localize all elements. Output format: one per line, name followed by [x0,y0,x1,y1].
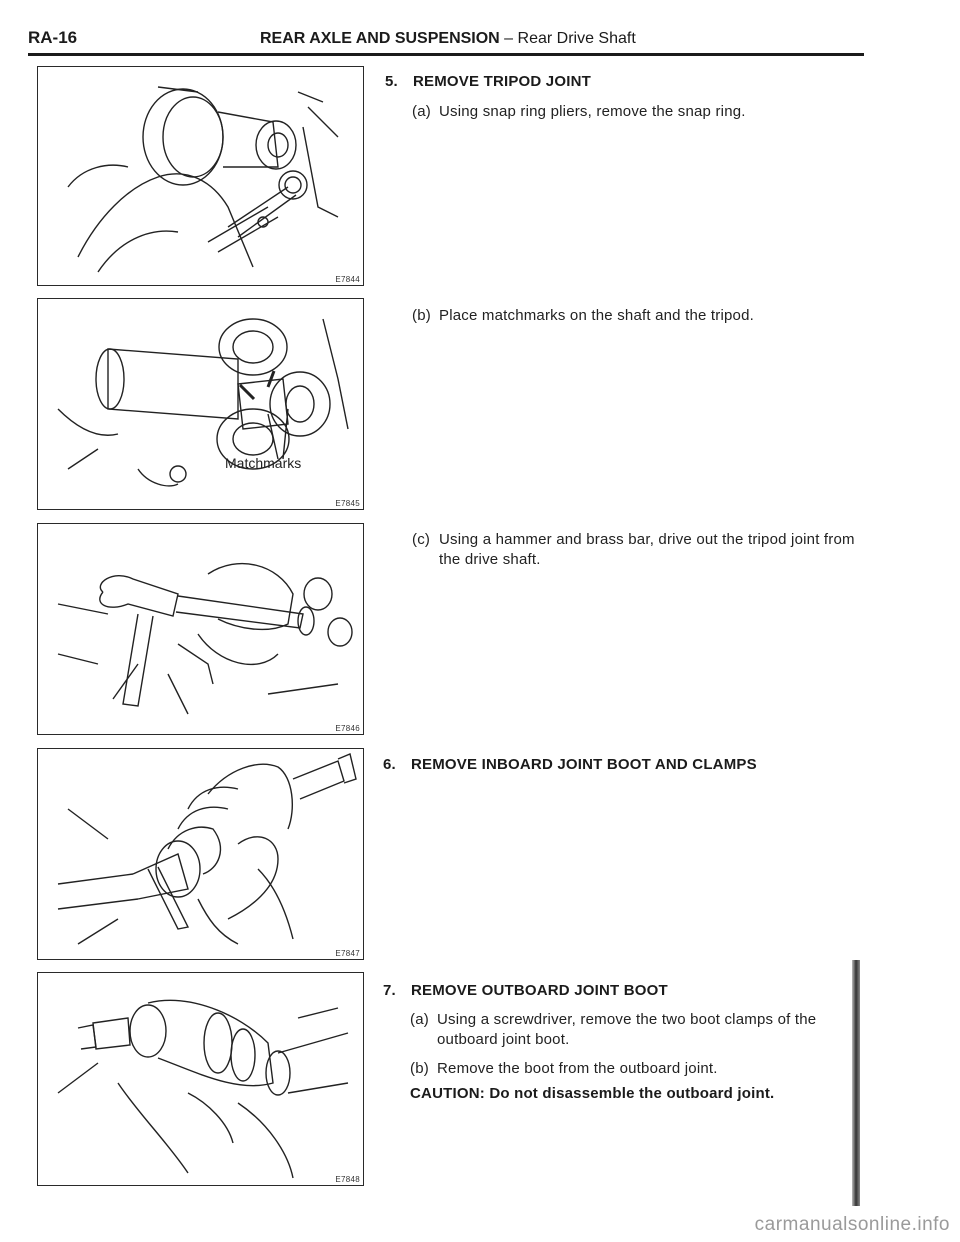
figure-code: E7847 [335,949,360,958]
illustration-matchmarks [38,299,363,509]
sub-step-text: Remove the boot from the outboard joint. [437,1060,718,1077]
figure-code: E7846 [335,724,360,733]
step-title: REMOVE TRIPOD JOINT [413,73,591,90]
figure-snap-ring-pliers [37,66,364,286]
page-header [28,28,862,52]
caution-label: CAUTION: [410,1085,485,1102]
sub-step-mark: (b) [412,307,431,324]
figure-code: E7845 [335,499,360,508]
caution-text: Do not disassemble the outboard joint. [489,1085,775,1102]
figure-code: E7848 [335,1175,360,1184]
step-number: 5. [385,73,398,90]
step-5-heading [385,73,591,90]
figure-hammer-brass-bar [37,523,364,735]
step-5a [412,102,862,122]
illustration-inboard-boot-clamps [38,749,363,959]
watermark: carmanualsonline.info [754,1214,950,1235]
step-number: 7. [383,982,396,999]
step-5c [412,530,860,570]
step-7b [410,1059,856,1079]
step-number: 6. [383,756,396,773]
illustration-outboard-boot [38,973,363,1185]
sub-step-mark: (c) [412,531,431,548]
sub-step-text: Using a hammer and brass bar, drive out the tripod joint from the drive shaft. [439,531,855,568]
page-edge-shadow [852,960,860,1206]
figure-matchmarks [37,298,364,510]
section-title [260,30,636,48]
sub-step-mark: (b) [410,1060,429,1077]
step-5b [412,306,862,326]
sub-step-text: Using a screwdriver, remove the two boot clamps of the outboard joint boot. [437,1011,817,1048]
step-7a [410,1010,856,1050]
step-title: REMOVE INBOARD JOINT BOOT AND CLAMPS [411,756,757,773]
caution-note [410,1085,774,1102]
figure-label-matchmarks: Matchmarks [225,455,302,471]
illustration-hammer-brass-bar [38,524,363,734]
step-6-heading [383,756,757,773]
header-rule [28,53,864,56]
sub-step-mark: (a) [410,1011,429,1028]
sub-step-text: Using snap ring pliers, remove the snap ring. [439,103,746,120]
figure-inboard-boot-clamps [37,748,364,960]
page-id: RA-16 [28,28,78,47]
figure-outboard-boot [37,972,364,1186]
figure-code: E7844 [335,275,360,284]
section-title-bold: REAR AXLE AND SUSPENSION [260,30,500,47]
step-7-heading [383,982,668,999]
step-title: REMOVE OUTBOARD JOINT BOOT [411,982,668,999]
section-title-rest: – Rear Drive Shaft [499,30,636,47]
illustration-snap-ring-pliers [38,67,363,285]
sub-step-mark: (a) [412,103,431,120]
sub-step-text: Place matchmarks on the shaft and the tripod. [439,307,754,324]
